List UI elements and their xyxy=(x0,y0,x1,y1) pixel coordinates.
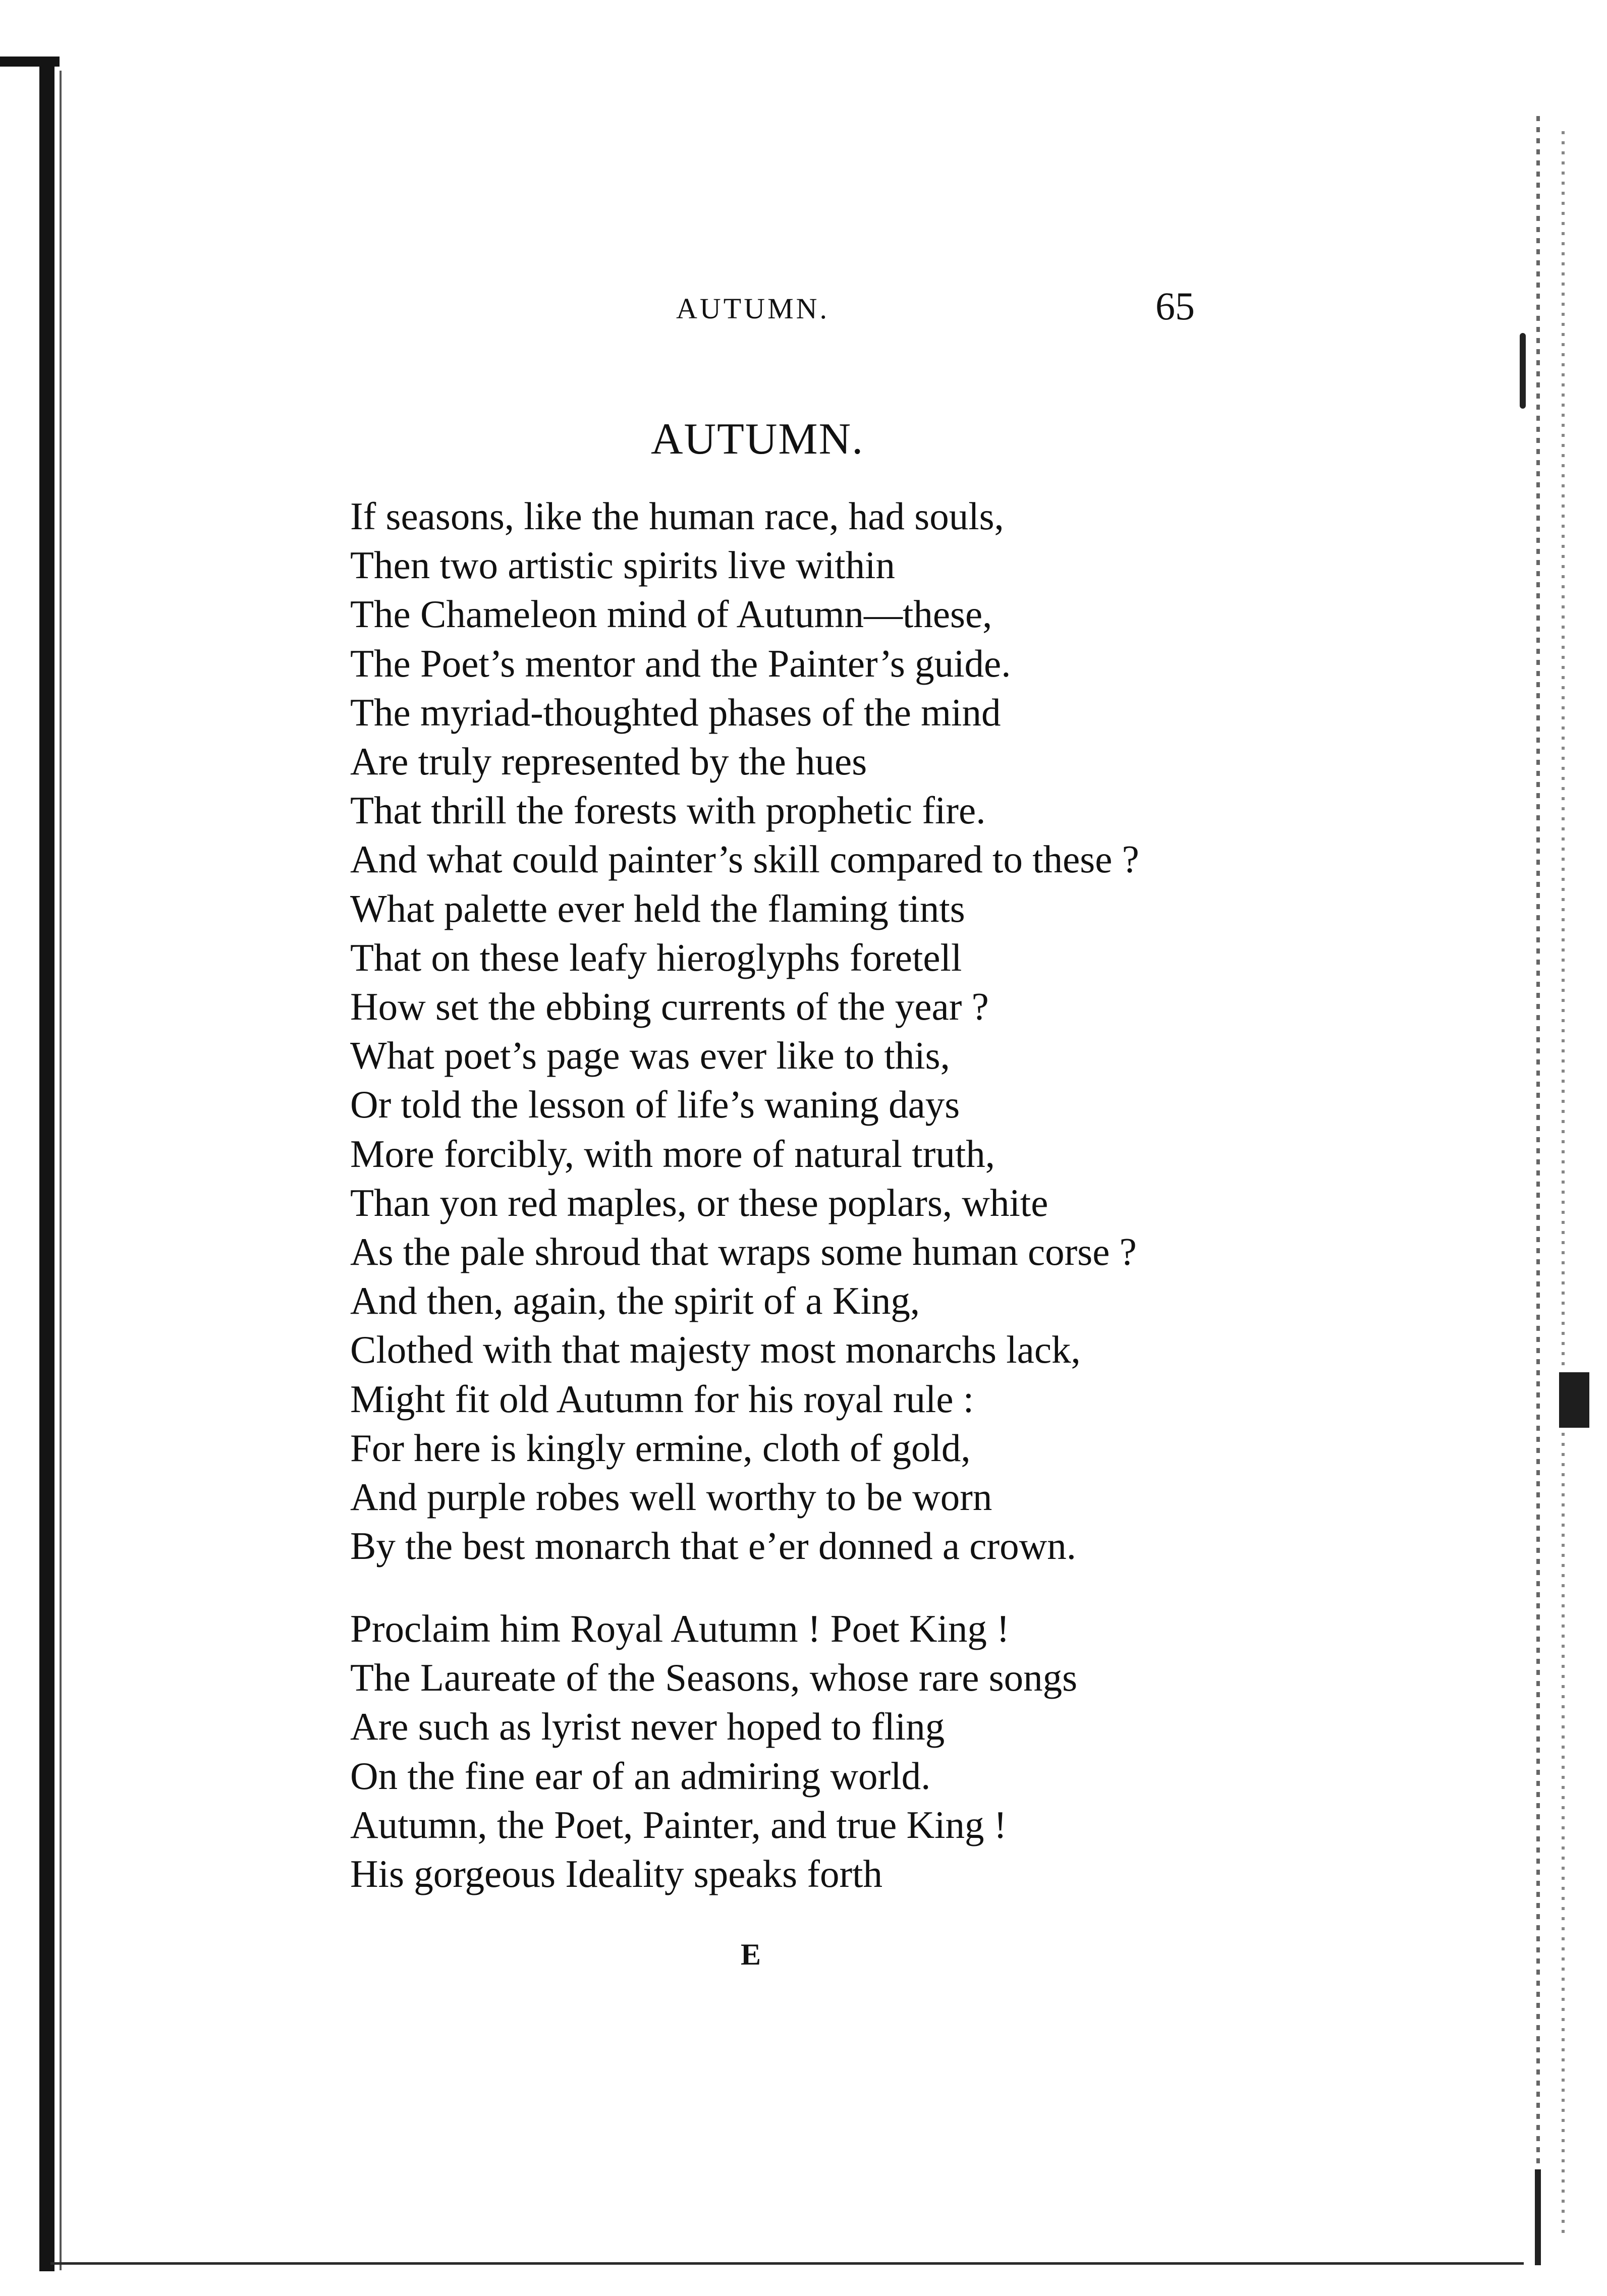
page-edge-mark xyxy=(1520,333,1526,409)
poem-line: His gorgeous Ideality speaks forth xyxy=(350,1852,882,1896)
poem-line: The Laureate of the Seasons, whose rare songs xyxy=(350,1656,1078,1700)
page-number: 65 xyxy=(1155,284,1195,328)
poem-line: Autumn, the Poet, Painter, and true King ! xyxy=(350,1803,1007,1846)
poem-line: And purple robes well worthy to be worn xyxy=(350,1475,992,1519)
poem-line: Than yon red maples, or these poplars, white xyxy=(350,1181,1048,1224)
poem-line: And then, again, the spirit of a King, xyxy=(350,1279,920,1323)
page-edge-right xyxy=(1536,116,1540,2263)
binding-edge-line xyxy=(60,71,62,2270)
binding-edge xyxy=(39,57,54,2271)
poem-line: Are truly represented by the hues xyxy=(350,740,867,783)
poem-line: As the pale shroud that wraps some human corse ? xyxy=(350,1230,1137,1274)
poem-line: How set the ebbing currents of the year ? xyxy=(350,985,989,1029)
poem-line: And what could painter’s skill compared to these ? xyxy=(350,837,1139,881)
poem-line: What poet’s page was ever like to this, xyxy=(350,1034,950,1078)
scan-smudge xyxy=(1559,1372,1589,1428)
poem-line: Proclaim him Royal Autumn ! Poet King ! xyxy=(350,1607,1010,1650)
poem-line: The Chameleon mind of Autumn—these, xyxy=(350,592,992,636)
stanza xyxy=(350,492,1139,1571)
page-edge-mark-bottom xyxy=(1535,2169,1541,2265)
poem-line: More forcibly, with more of natural truth, xyxy=(350,1132,995,1175)
poem-line: What palette ever held the flaming tints xyxy=(350,886,965,930)
page-bottom-edge xyxy=(50,2262,1524,2265)
poem-line: Are such as lyrist never hoped to fling xyxy=(350,1705,945,1749)
poem-title: AUTUMN. xyxy=(651,415,864,464)
poem-line: If seasons, like the human race, had souls, xyxy=(350,494,1004,538)
poem-line: By the best monarch that e’er donned a crown. xyxy=(350,1524,1076,1568)
stanza xyxy=(350,1604,1077,1898)
signature-mark: E xyxy=(741,1938,761,1971)
poem-line: Then two artistic spirits live within xyxy=(350,543,895,587)
poem-line: Might fit old Autumn for his royal rule : xyxy=(350,1377,974,1421)
poem-line: The Poet’s mentor and the Painter’s guide. xyxy=(350,641,1011,685)
poem-line: Clothed with that majesty most monarchs lack, xyxy=(350,1328,1081,1372)
page-edge-right-outer xyxy=(1562,131,1565,2240)
poem-line: On the fine ear of an admiring world. xyxy=(350,1754,931,1798)
running-head: AUTUMN. xyxy=(676,292,830,325)
poem-line: That thrill the forests with prophetic fire. xyxy=(350,789,986,832)
poem-line: For here is kingly ermine, cloth of gold, xyxy=(350,1426,971,1470)
poem-line: The myriad-thoughted phases of the mind xyxy=(350,690,1001,734)
poem-line: That on these leafy hieroglyphs foretell xyxy=(350,935,962,979)
poem-line: Or told the lesson of life’s waning days xyxy=(350,1083,960,1127)
